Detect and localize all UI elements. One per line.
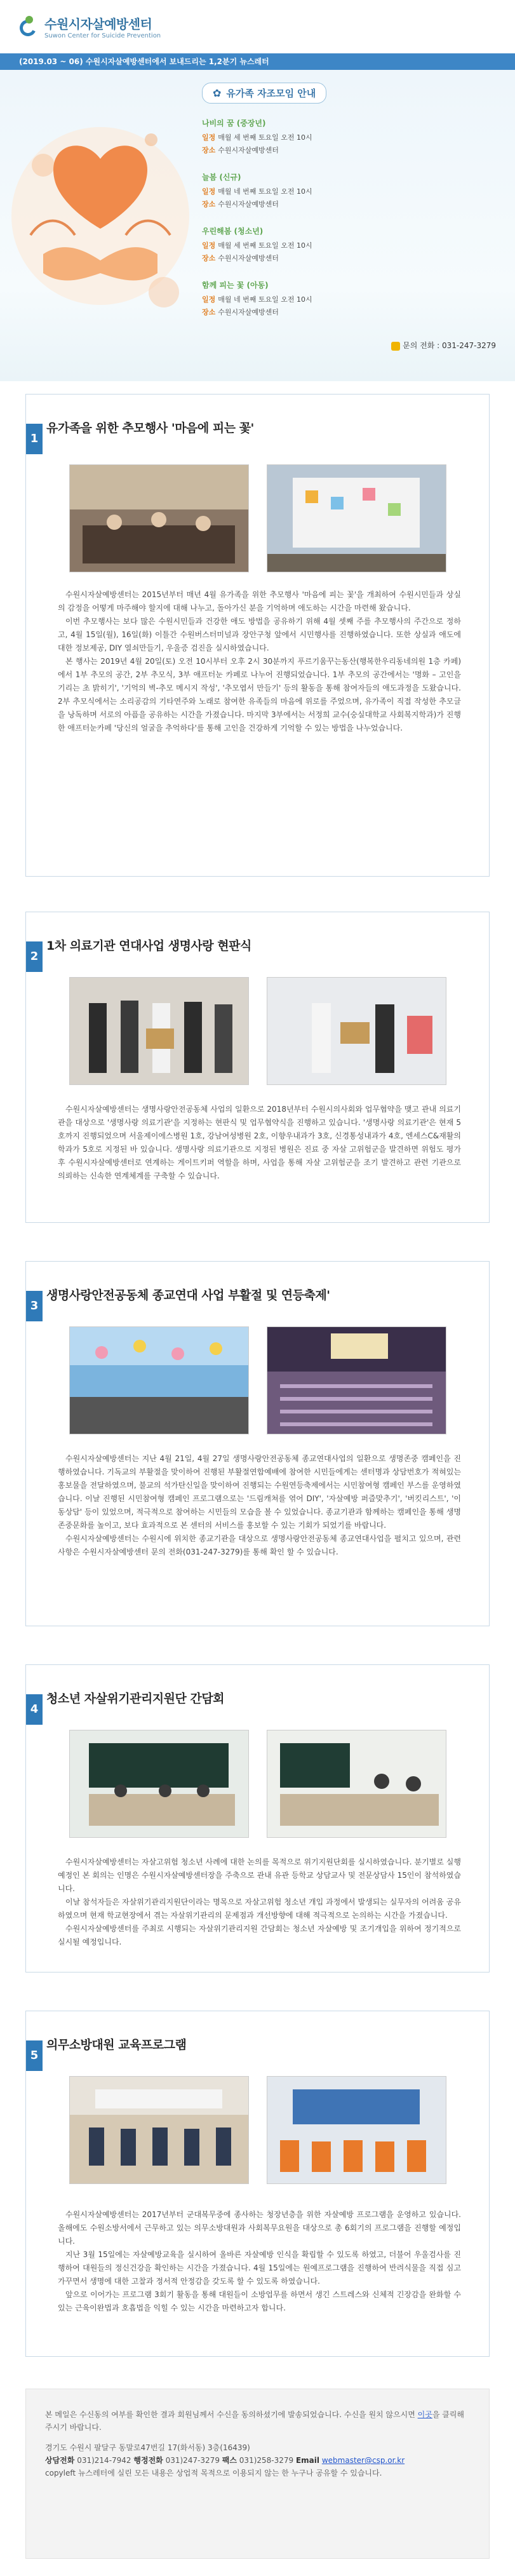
meeting-name: 함께 피는 꽃 (아동): [202, 281, 269, 290]
article-number: 5: [26, 2040, 43, 2071]
article-5: [25, 2011, 490, 2357]
article-body: 수원시자살예방센터는 자살고위험 청소년 사례에 대한 논의를 목적으로 위기지원단회를 실시하였습니다. 분기별로 실행예정인 본 회의는 인명은 수원시자살예방센터장을 주축으로 관내 유관 등학교 상담교사 및 전문상담사 15인이 참석하였습니다. 이날 참석자들은 자살위기관리지원단이라는 명목으로 자살고위험 청소년 개입 과정에서 발생되는 실무자의 어려움 공유하였으며 현재 학교현장에서 겪는 자살위기관리의 문제점과 개선방향에 대해 적극적으로 논의하는 시간을 가졌습니다. 수원시자살예방센터를 주최로 시행되는 자살위기관리지원 간담회는 청소년 자살예방 및 조기개입을 위하여 정기적으로 실시될 예정입니다.: [58, 1858, 461, 1946]
meeting-name: 우린해봄 (청소년): [202, 227, 264, 236]
article-body: 수원시자살예방센터는 지난 4월 21일, 4월 27일 생명사랑안전공동체 종교연대사업의 일환으로 생명존중 캠페인을 진행하였습니다. 기독교의 부활절을 맞이하여 진행된 부활절연합예배에 참여한 시민들에게는 센터명과 상담번호가 적혀있는 홍보물을 전달하였으며, 불교의 석가탄신일을 맞이하여 진행되는 수원연등축제에서는 시민참여형 캠페인 부스를 운영하였습니다. 이날 진행된 시민참여형 캠페인 프로그램으로는 '드림캐쳐를 엮어 DIY', '자살예방 퍼즐맞추기', '버킷리스트', '이동상담' 등이 있었으며, 적극적으로 참여하는 시민들의 모습을 볼 수 있었습니다. 종교기관과 함께하는 캠페인을 통해 생명존중문화를 높이고, 보다 효과적으로 본 센터의 서비스를 홍보할 수 있는 기회가 되었기를 바랍니다. 수원시자살예방센터는 수원시에 위치한 종교기관을 대상으로 생명사랑안전공동체 종교연대사업을 펼치고 있으며, 관련 사항은 수원시자살예방센터 문의 전화(031-247-3279)를 통해 확인 할 수 있습니다.: [58, 1454, 461, 1556]
article-2: [25, 912, 490, 1223]
meeting-name: 늘봄 (신규): [202, 173, 241, 182]
photo-youth-meeting-1: [69, 1730, 249, 1838]
article-body: 수원시자살예방센터는 생명사랑안전공동체 사업의 일환으로 2018년부터 수원시의사회와 업무협약을 맺고 관내 의료기관을 대상으로 '생명사랑 의료기관'을 지정하는 현판식 및 업무협약식을 진행하고 있습니다. '생명사랑 의료기관'은 현재 5호까지 진행되었으며 서울제이에스병원 1호, 강남여성병원 2호, 이향우내과가 3호, 신경통성내과가 4호, 엔세스C&재활의학과가 5호로 지정된 바 있습니다. 생명사랑 의료기관으로 지정된 병원은 진료 중 자살 고위험군을 발견하면 위험도 평가 후 수원시자살예방센터로 연계하는 게이트키퍼 역할을 하며, 사업을 통해 자살 고위험군을 조기 발견하고 관련 기관으로 의뢰하는 신속한 연계체계를 구축할 수 있습니다.: [58, 1105, 461, 1180]
footer: [25, 2389, 490, 2559]
unsubscribe-link[interactable]: 이곳: [417, 2410, 432, 2419]
article-number: 4: [26, 1694, 43, 1725]
photo-easter-service: [267, 1326, 446, 1434]
flower-icon: ✿: [213, 87, 222, 99]
selfhelp-title: ✿ 유가족 자조모임 안내: [202, 83, 500, 104]
photo-plaque-ceremony-1: [69, 977, 249, 1085]
article-body: 수원시자살예방센터는 2017년부터 군대복무중에 종사하는 청장년층을 위한 자살예방 프로그램을 운영하고 있습니다. 올해에도 수원소방서에서 근무하고 있는 의무소방대원과 사회복무요원을 대상으로 총 6회기의 프로그램을 진행할 예정입니다. 지난 3월 15일에는 자살예방교육을 실시하여 올바른 자살예방 인식을 확립할 수 있도록 하였고, 더불어 우울검사를 진행하여 대원들의 정신건강을 확인하는 시간을 가졌습니다. 4월 15일에는 원예프로그램을 진행하여 반려식물을 직접 심고 가꾸면서 생명에 대한 고찰과 정서적 안정감을 갖도록 할 수 있도록 하였습니다. 앞으로 이어가는 프로그램 3회기 활동을 통해 대원들이 소방업무를 하면서 생긴 스트레스와 신체적 긴장감을 완화할 수 있는 근육이완법과 호흡법을 익힐 수 있는 시간을 마련하고자 합니다.: [58, 2210, 461, 2312]
footer-contacts: 상담전화 031)214-7942 행정전화 031)247-3279 팩스 031)258-3279 Email webmaster@csp.or.kr: [45, 2456, 405, 2465]
article-title: 1차 의료기관 연대사업 생명사랑 현판식: [46, 939, 251, 953]
article-title: 의무소방대원 교육프로그램: [46, 2038, 187, 2052]
logo-title: 수원시자살예방센터: [44, 17, 152, 32]
article-title: 생명사랑안전공동체 종교연대 사업 부활절 및 연등축제': [46, 1288, 330, 1302]
logo[interactable]: [18, 14, 161, 39]
photo-firefighter-program-1: [69, 2076, 249, 2184]
article-number: 3: [26, 1291, 43, 1321]
photo-lantern-festival: [69, 1326, 249, 1434]
article-1: [25, 394, 490, 877]
logo-subtitle: Suwon Center for Suicide Prevention: [44, 32, 161, 39]
photo-firefighter-program-2: [267, 2076, 446, 2184]
article-4: [25, 1664, 490, 1972]
article-title: 청소년 자살위기관리지원단 간담회: [46, 1692, 225, 1706]
photo-youth-meeting-2: [267, 1730, 446, 1838]
article-title: 유가족을 위한 추모행사 '마음에 피는 꽃': [46, 421, 254, 435]
unsubscribe-notice: 본 메일은 수신동의 여부를 확인한 결과 회원님께서 수신을 동의하셨기에 발송되었습니다. 수신을 원치 않으시면 이곳을 클릭해 주시기 바랍니다.: [45, 2410, 465, 2432]
phone-icon: [391, 342, 400, 351]
meeting-name: 나비의 꿈 (중장년): [202, 119, 266, 128]
photo-plaque-ceremony-2: [267, 977, 446, 1085]
meeting-3: 우린해봄 (청소년) 일정 매월 세 번째 토요일 오전 10시 장소 수원시자살예방센터: [202, 226, 500, 263]
article-3: [25, 1261, 490, 1626]
meeting-1: 나비의 꿈 (중장년) 일정 매월 세 번째 토요일 오전 10시 장소 수원시자살예방센터: [202, 118, 500, 155]
article-body: 수원시자살예방센터는 2015년부터 매년 4월 유가족을 위한 추모행사 '마음에 피는 꽃'을 개최하여 수원시민들과 상실의 감정을 어떻게 마주해야 할지에 대해 나누고, 돌아가신 분을 기억하며 애도하는 시간을 마련해 왔습니다. 이번 추모행사는 보다 많은 수원시민들과 건강한 애도 방법을 공유하기 위해 4월 셋째 주를 추모행사의 주간으로 정하고, 4월 15일(월), 16일(화) 이틀간 수원버스터미널과 장안구청 앞에서 시민행사를 진행하였습니다. 또한 상실과 애도에 대한 정보제공, DIY 열쇠만들기, 우울증 검진을 실시하였습니다. 본 행사는 2019년 4월 20일(토) 오전 10시부터 오후 2시 30분까지 푸르기움꾸는동산(행복한우리동네의원 1층 카페)에서 1부 추모의 공간, 2부 추모식, 3부 애프터눈 카페로 나누어 진행되었습니다. 1부 추모의 공간에서는 '명화 – 고인을 기리는 초 밝히기', '기억의 벽-추모 메시지 작성', '추모엽서 만들기' 등의 활동을 통해 참여자들의 애도과정을 도왔습니다. 2부 추모식에서는 소리공감의 기타연주와 노래로 참여한 유족들의 마음에 위로를 주었으며, 유가족이 직접 작성한 추모글을 낭독하며 서로의 아픔을 공유하는 시간을 가졌습니다. 마지막 3부에서는 서정희 교수(숭실대학교 사회복지학과)가 진행한 애프터눈카페 '당신의 얼굴을 추억하다'를 통해 고인을 건강하게 기억할 수 있는 방법을 나누었습니다.: [58, 590, 461, 732]
meeting-2: 늘봄 (신규) 일정 매월 네 번째 토요일 오전 10시 장소 수원시자살예방센터: [202, 172, 500, 209]
header: [0, 0, 515, 53]
article-number: 2: [26, 941, 43, 972]
photo-memorial-event-1: [69, 464, 249, 572]
email-link[interactable]: webmaster@csp.or.kr: [321, 2456, 405, 2465]
article-number: 1: [26, 424, 43, 454]
illustration-hands-heart: [5, 89, 196, 356]
contact-phone: 문의 전화 : 031-247-3279: [391, 340, 496, 351]
photo-memorial-event-2: [267, 464, 446, 572]
footer-copyleft: copyleft 뉴스레터에 실린 모든 내용은 상업적 목적으로 이용되지 않는 한 누구나 공유할 수 있습니다.: [45, 2469, 382, 2478]
logo-mark-icon: [18, 16, 39, 37]
footer-address: 경기도 수원시 팔달구 동말로47번길 17(화서동) 3층(16439): [45, 2443, 250, 2452]
selfhelp-card: [189, 83, 500, 349]
meeting-4: 함께 피는 꽃 (아동) 일정 매월 네 번째 토요일 오전 10시 장소 수원시자살예방센터: [202, 280, 500, 317]
issue-bar: (2019.03 ~ 06) 수원시자살예방센터에서 보내드리는 1,2분기 뉴스레터: [0, 53, 515, 70]
hero-banner: [0, 70, 515, 381]
